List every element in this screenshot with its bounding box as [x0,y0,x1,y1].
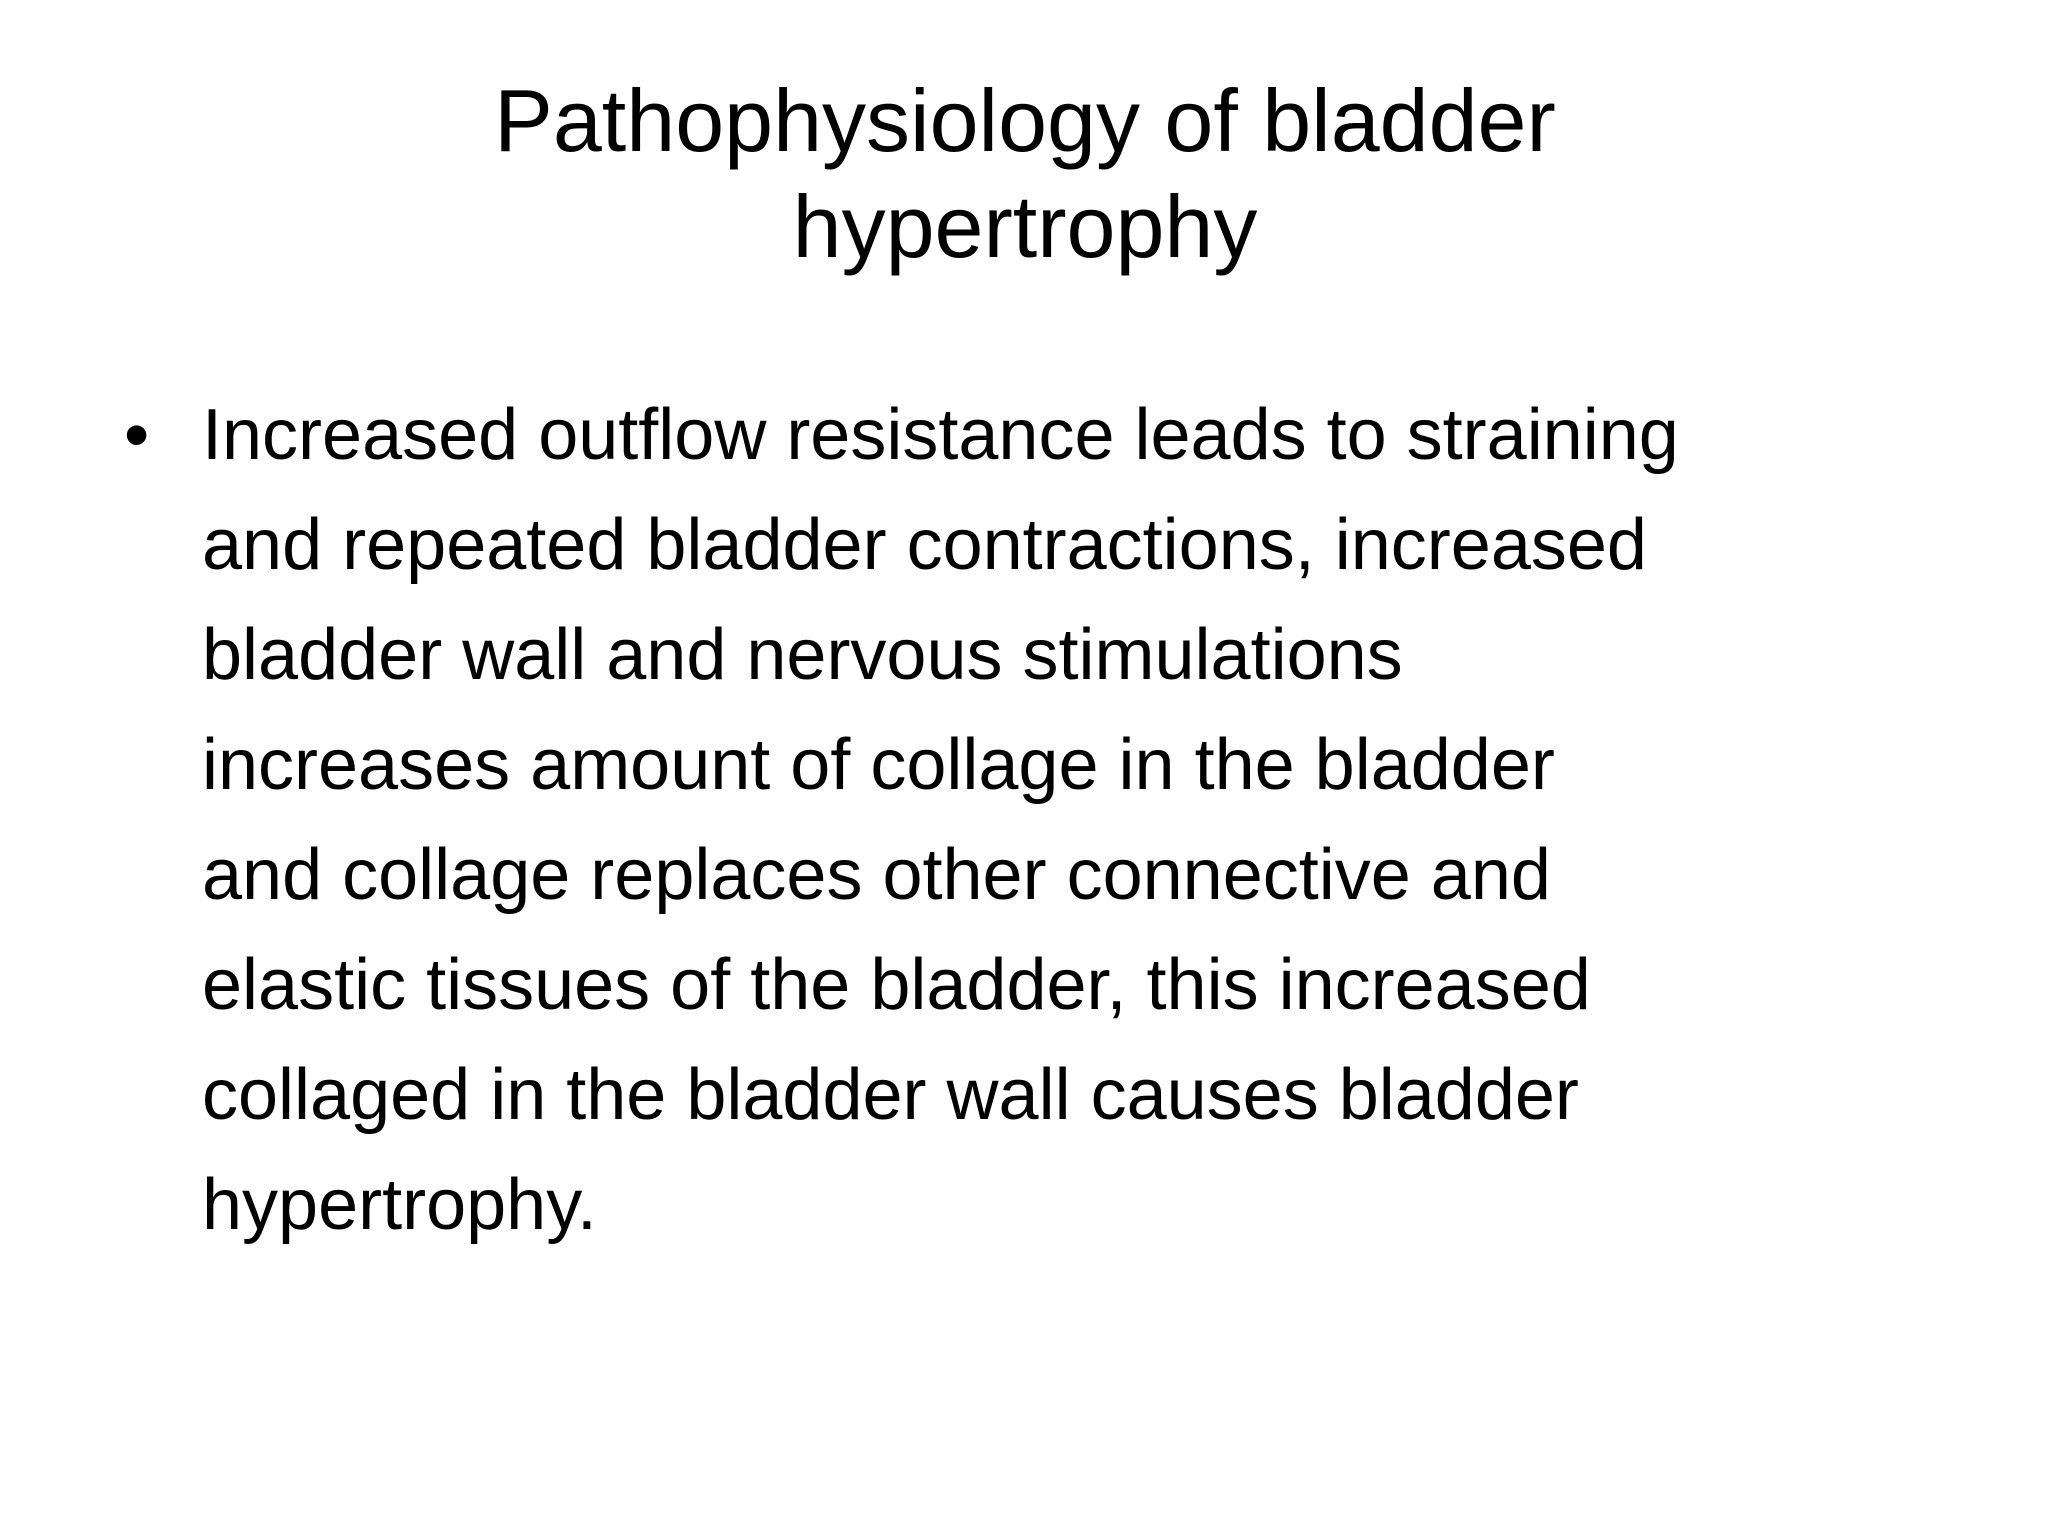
bullet-text-line-4: increases amount of collage in the bladder [202,725,1555,805]
bullet-text-line-6: elastic tissues of the bladder, this increased [202,945,1591,1025]
bullet-marker-icon: • [124,395,150,475]
slide-title [200,68,1850,280]
bullet-text-line-1: Increased outflow resistance leads to straining [202,395,1679,475]
bullet-item [0,380,2048,1260]
bullet-text-line-2: and repeated bladder contractions, increased [202,505,1647,585]
bullet-text-line-8: hypertrophy. [202,1165,597,1245]
bullet-list [0,380,2048,1260]
slide-title-line-1: Pathophysiology of bladder [494,71,1556,170]
bullet-text-line-5: and collage replaces other connective and [202,835,1551,915]
bullet-text-line-3: bladder wall and nervous stimulations [202,615,1403,695]
slide-title-line-2: hypertrophy [792,177,1258,276]
bullet-text-line-7: collaged in the bladder wall causes bladder [202,1055,1579,1135]
